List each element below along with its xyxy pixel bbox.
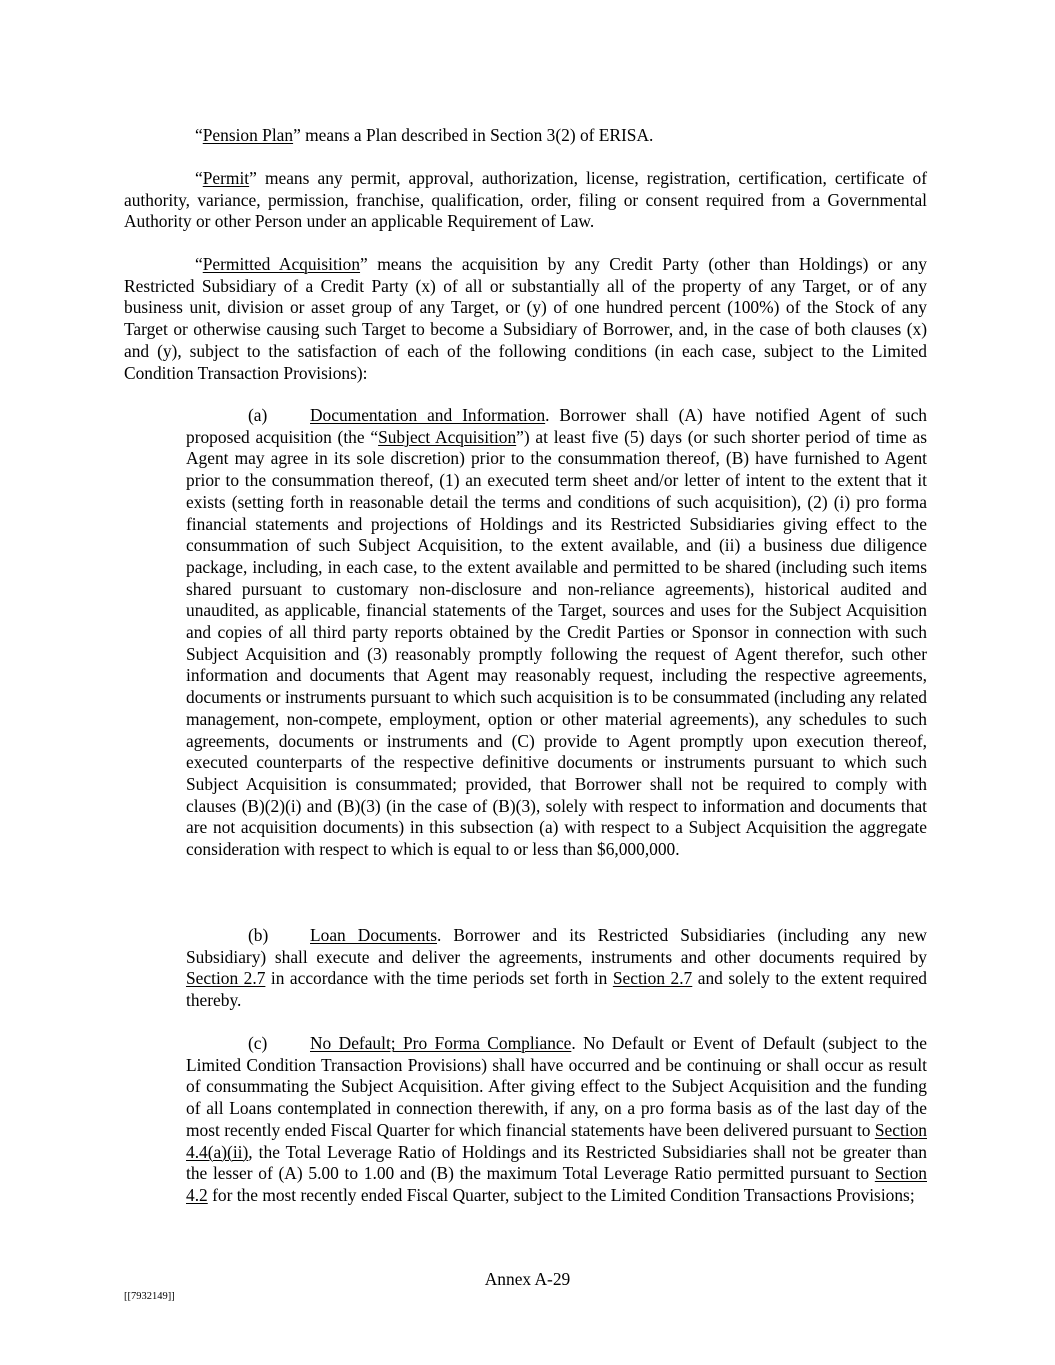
clause-text: in accordance with the time periods set forth in: [265, 968, 613, 989]
defined-term: Permit: [202, 168, 250, 188]
clause-text: . No Default or Event of Default (subject to the Limited Condition Transaction Provisions) shall have occurred and be continuing or shall occur as result of consummating the Subject Acquisition. After giving effect to the Subject Acquisition and the funding of all Loans contemplated in connection therewith, if any, on a pro forma basis as of the last day of the most recently ended Fiscal Quarter for which financial statements have been delivered pursuant to: [186, 1033, 927, 1140]
clause-label: (c): [248, 1033, 268, 1053]
open-quote: “: [195, 168, 203, 188]
section-reference: Section 2.7: [612, 968, 693, 989]
defined-term: Permitted Acquisition: [202, 254, 361, 274]
clause-text: and solely to the extent required thereby.: [186, 968, 927, 1011]
clause-text: . Borrower and its Restricted Subsidiaries (including any new Subsidiary) shall execute and deliver the agreements, instruments and other documents required by: [186, 925, 927, 967]
definition-pension-plan: [124, 125, 927, 147]
section-reference: Section 4.4(a)(ii): [186, 1119, 927, 1162]
clause-text: ”) at least five (5) days (or such shorter period of time as Agent may agree in its sole discretion) prior to the consummation thereof, (B) have furnished to Agent prior to the consummation thereof, (1) an executed term sheet and/or letter of intent to the extent that it exists (setting forth in reasonable detail the terms and conditions of such acquisition), (2) (i) pro forma financial statements and projections of Holdings and its Restricted Subsidiaries giving effect to the consummation of such Subject Acquisition, to the extent available, and (ii) a business due diligence package, including, in each case, to the extent available and permitted to be shared (including such items shared pursuant to customary non-disclosure and non-reliance agreements), historical audited and unaudited, as applicable, financial statements of the Target, sources and uses for the Subject Acquisition and copies of all third party reports obtained by the Credit Parties or Sponsor in connection with such Subject Acquisition and (3) reasonably promptly following the request of Agent therefor, such other information and documents that Agent may reasonably request, including the respective agreements, documents or instruments pursuant to which such acquisition is to be consummated (including any related management, non-compete, employment, option or other material agreements), any schedules to such agreements, documents or instruments and (C) provide to Agent promptly upon execution thereof, executed counterparts of the respective definitive documents or instruments pursuant to which such Subject Acquisition is consummated; provided, that Borrower shall not be required to comply with clauses (B)(2)(i) and (B)(3) (in the case of (B)(3), solely with respect to information and documents that are not acquisition documents) in this subsection (a) with respect to a Subject Acquisition the aggregate consideration with respect to which is equal to or less than $6,000,000.: [186, 426, 927, 860]
clause-label: (b): [248, 925, 269, 945]
definition-text: means any permit, approval, authorization, license, registration, certification, certificate of authority, variance, permission, franchise, qualification, order, filing or consent required from a Governmental Authority or other Person under an applicable Requirement of Law.: [124, 168, 927, 232]
clause-text: for the most recently ended Fiscal Quarter, subject to the Limited Condition Transactions Provisions;: [207, 1184, 915, 1205]
clause-label: (a): [248, 405, 268, 425]
section-reference: Section 2.7: [186, 968, 266, 989]
document-id: [[7932149]]: [124, 1291, 175, 1302]
clause-b: [186, 925, 927, 1012]
page-number: Annex A-29: [484, 1269, 571, 1289]
clause-text: . Borrower shall (A) have notified Agent of such proposed acquisition (the “: [186, 405, 927, 447]
definition-permitted-acquisition: [124, 254, 927, 384]
definition-permit: [124, 168, 927, 233]
close-quote: ”: [293, 125, 301, 145]
defined-term: Pension Plan: [202, 125, 294, 145]
open-quote: “: [195, 125, 203, 145]
close-quote: ”: [360, 254, 368, 274]
clause-text: , the Total Leverage Ratio of Holdings and its Restricted Subsidiaries shall not be greater than the lesser of (A) 5.00 to 1.00 and (B) the maximum Total Leverage Ratio permitted pursuant to: [186, 1141, 927, 1184]
clause-heading: Documentation and Information: [310, 405, 546, 425]
defined-term: Subject Acquisition: [378, 426, 517, 447]
definition-text: means a Plan described in Section 3(2) of ERISA.: [300, 125, 654, 145]
clause-c: [186, 1033, 927, 1207]
section-reference: Section 4.2: [186, 1163, 927, 1205]
close-quote: ”: [249, 168, 257, 188]
clause-heading: No Default; Pro Forma Compliance: [310, 1033, 572, 1053]
clause-heading: Loan Documents: [310, 925, 437, 945]
open-quote: “: [195, 254, 203, 274]
definition-text: means the acquisition by any Credit Party (other than Holdings) or any Restricted Subsidiary of a Credit Party (x) of all or substantially all of the property of any Target, or of any business unit, division or asset group of any Target, or (y) of one hundred percent (100%) of the Stock of any Target or otherwise causing such Target to become a Subsidiary of Borrower, and, in the case of both clauses (x) and (y), subject to the satisfaction of each of the following conditions (in each case, subject to the Limited Condition Transaction Provisions):: [124, 254, 927, 383]
clause-a: [186, 405, 927, 861]
